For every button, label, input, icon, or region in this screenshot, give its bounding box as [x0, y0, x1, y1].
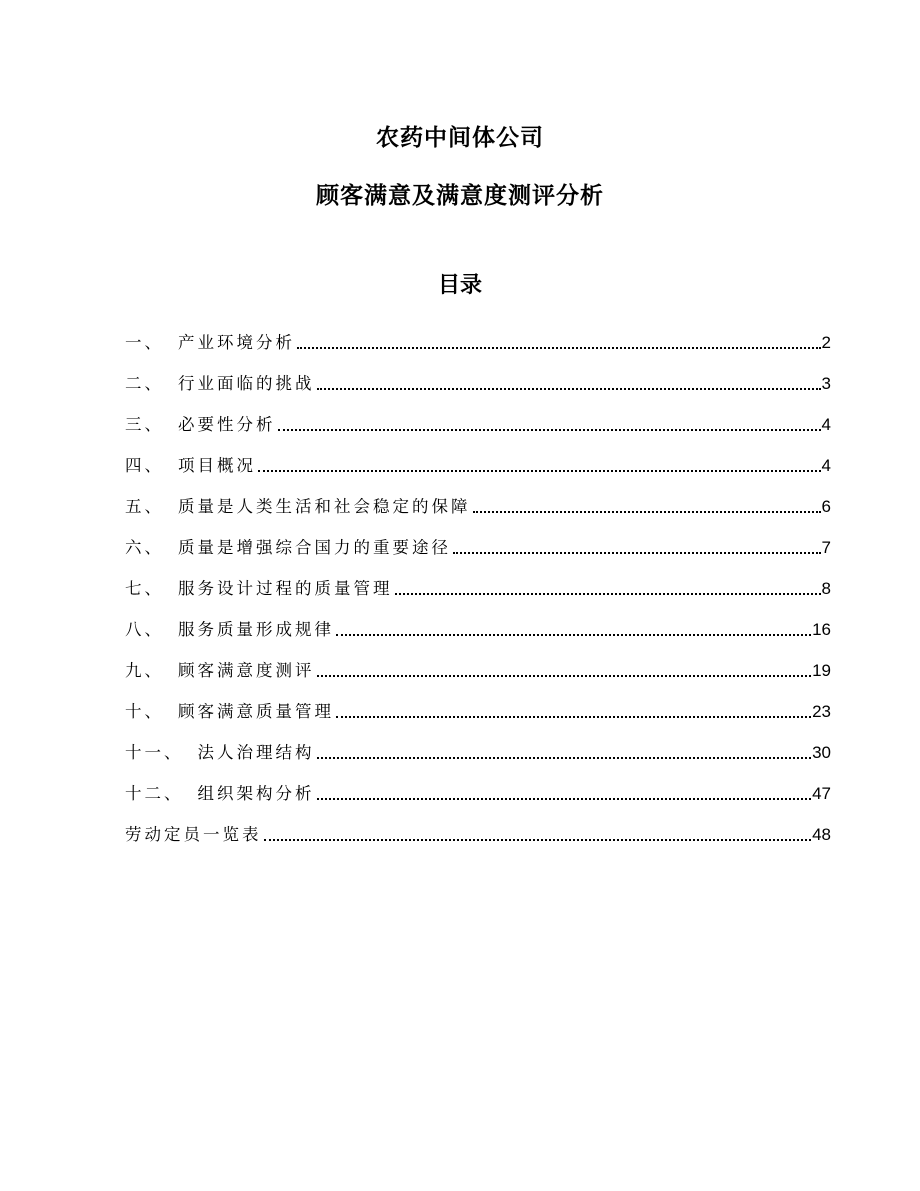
- toc-entry-number: 十二、: [125, 784, 184, 803]
- toc-entry[interactable]: [125, 812, 831, 853]
- toc-entry[interactable]: [125, 607, 831, 648]
- toc-entry-title: 顾客满意质量管理: [178, 702, 334, 721]
- toc-dot-leader: [336, 701, 811, 723]
- toc-entry-number: 一、: [125, 333, 164, 352]
- toc-entry[interactable]: [125, 771, 831, 812]
- toc-entry[interactable]: [125, 525, 831, 566]
- toc-heading: 目录: [437, 273, 482, 298]
- toc-entry-number: 二、: [125, 374, 164, 393]
- toc-dot-leader: [278, 414, 821, 436]
- toc-entry[interactable]: [125, 320, 831, 361]
- toc-entry[interactable]: [125, 566, 831, 607]
- toc-dot-leader: [453, 537, 821, 559]
- toc-entry[interactable]: [125, 730, 831, 771]
- toc-dot-leader: [317, 783, 812, 805]
- toc-entry-title: 服务质量形成规律: [178, 620, 334, 639]
- toc-dot-leader: [336, 619, 811, 641]
- toc-entry[interactable]: [125, 361, 831, 402]
- document-title-company: 农药中间体公司: [376, 125, 544, 151]
- toc-dot-leader: [317, 742, 812, 764]
- toc-dot-leader: [473, 496, 821, 518]
- toc-entry-title: 质量是人类生活和社会稳定的保障: [178, 497, 471, 516]
- toc-entry-page: 48: [812, 825, 831, 844]
- toc-entry-page: 47: [812, 784, 831, 803]
- toc-entry-title: 项目概况: [178, 456, 256, 475]
- toc-entry-page: 8: [821, 579, 831, 598]
- toc-entry[interactable]: [125, 402, 831, 443]
- toc-entry-title: 劳动定员一览表: [125, 825, 262, 844]
- toc-entry-number: 六、: [125, 538, 164, 557]
- toc-entry-title: 质量是增强综合国力的重要途径: [178, 538, 451, 557]
- toc-entry-number: 十、: [125, 702, 164, 721]
- toc-entry-title: 行业面临的挑战: [178, 374, 315, 393]
- toc-entry-number: 八、: [125, 620, 164, 639]
- toc-entry-title: 产业环境分析: [178, 333, 295, 352]
- document-title-subject: 顾客满意及满意度测评分析: [316, 183, 604, 209]
- toc-entry-page: 3: [821, 374, 831, 393]
- toc-entry-title: 法人治理结构: [197, 743, 315, 762]
- toc-entry-page: 6: [821, 497, 831, 516]
- toc-entry[interactable]: [125, 443, 831, 484]
- toc-dot-leader: [395, 578, 821, 600]
- toc-entry-page: 23: [812, 702, 831, 721]
- toc-entry-title: 组织架构分析: [197, 784, 315, 803]
- toc-entry-page: 2: [821, 333, 831, 352]
- toc-entry-title: 服务设计过程的质量管理: [178, 579, 393, 598]
- toc-entry-page: 16: [812, 620, 831, 639]
- toc-entry-page: 4: [821, 415, 831, 434]
- toc-dot-leader: [297, 332, 821, 354]
- toc-entry-number: 七、: [125, 579, 164, 598]
- toc-dot-leader: [317, 660, 812, 682]
- toc-entry-title: 顾客满意度测评: [178, 661, 315, 680]
- toc-entry[interactable]: [125, 648, 831, 689]
- toc-dot-leader: [264, 824, 812, 846]
- toc-entry-page: 4: [821, 456, 831, 475]
- toc-entry-page: 19: [812, 661, 831, 680]
- toc-entry-number: 四、: [125, 456, 164, 475]
- toc-entry-number: 十一、: [125, 743, 184, 762]
- table-of-contents: [125, 320, 831, 853]
- toc-entry-page: 30: [812, 743, 831, 762]
- toc-entry[interactable]: [125, 689, 831, 730]
- toc-dot-leader: [317, 373, 821, 395]
- toc-entry-page: 7: [821, 538, 831, 557]
- toc-entry-number: 五、: [125, 497, 164, 516]
- toc-entry-title: 必要性分析: [178, 415, 276, 434]
- toc-dot-leader: [258, 455, 821, 477]
- toc-entry-number: 三、: [125, 415, 164, 434]
- toc-entry-number: 九、: [125, 661, 164, 680]
- toc-entry[interactable]: [125, 484, 831, 525]
